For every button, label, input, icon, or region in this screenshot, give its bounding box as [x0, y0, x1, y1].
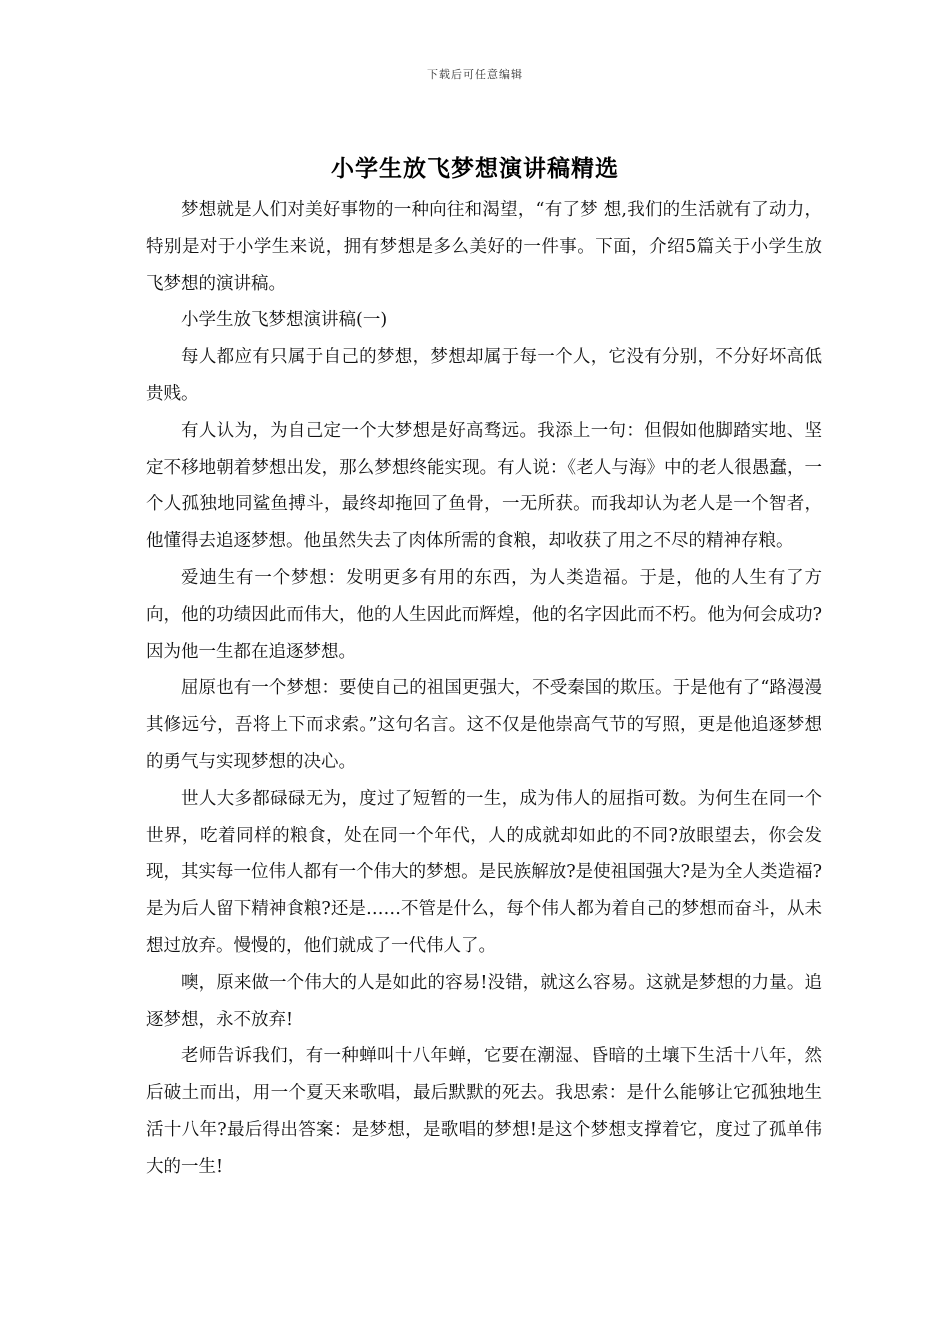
body-paragraph: 爱迪生有一个梦想：发明更多有用的东西，为人类造福。于是，他的人生有了方向，他的功绩因此而伟大，他的人生因此而辉煌，他的名字因此而不朽。他为何会成功?因为他一生都在追逐梦想。 — [146, 567, 822, 662]
document-body — [146, 192, 822, 1186]
document-title: 小学生放飞梦想演讲稿精选 — [331, 156, 619, 182]
body-paragraph: 世人大多都碌碌无为，度过了短暂的一生，成为伟人的屈指可数。为何生在同一个世界，吃着同样的粮食，处在同一个年代，人的成就却如此的不同?放眼望去，你会发现，其实每一位伟人都有一个伟大的梦想。是民族解放?是使祖国强大?是为全人类造福?是为后人留下精神食粮?还是……不管是什么，每个伟人都为着自己的梦想而奋斗，从未想过放弃。慢慢的，他们就成了一代伟人了。 — [146, 788, 822, 956]
body-paragraph: 老师告诉我们，有一种蝉叫十八年蝉，它要在潮湿、昏暗的土壤下生活十八年，然后破土而出，用一个夏天来歌唱，最后默默的死去。我思索：是什么能够让它孤独地生活十八年?最后得出答案：是梦想，是歌唱的梦想!是这个梦想支撑着它，度过了孤单伟大的一生! — [146, 1046, 822, 1177]
body-paragraph: 噢，原来做一个伟大的人是如此的容易!没错，就这么容易。这就是梦想的力量。追逐梦想，永不放弃! — [146, 972, 822, 1030]
body-paragraph: 屈原也有一个梦想：要使自己的祖国更强大，不受秦国的欺压。于是他有了“路漫漫其修远兮，吾将上下而求索。”这句名言。这不仅是他崇高气节的写照，更是他追逐梦想的勇气与实现梦想的决心。 — [146, 678, 822, 772]
section-heading: 小学生放飞梦想演讲稿(一) — [181, 310, 388, 331]
page-header-note: 下载后可任意编辑 — [427, 68, 523, 81]
body-paragraph: 有人认为，为自己定一个大梦想是好高骛远。我添上一句：但假如他脚踏实地、坚定不移地朝着梦想出发，那么梦想终能实现。有人说：《老人与海》中的老人很愚蠢，一个人孤独地同鲨鱼搏斗，最终却拖回了鱼骨，一无所获。而我却认为老人是一个智者，他懂得去追逐梦想。他虽然失去了肉体所需的食粮，却收获了用之不尽的精神存粮。 — [146, 420, 822, 552]
intro-paragraph: 梦想就是人们对美好事物的一种向往和渴望，“有了梦 想,我们的生活就有了动力，特别是对于小学生来说，拥有梦想是多么美好的一件事。下面，介绍5篇关于小学生放飞梦想的演讲稿。 — [146, 200, 822, 294]
body-paragraph: 每人都应有只属于自己的梦想，梦想却属于每一个人，它没有分别，不分好坏高低贵贱。 — [146, 347, 822, 404]
